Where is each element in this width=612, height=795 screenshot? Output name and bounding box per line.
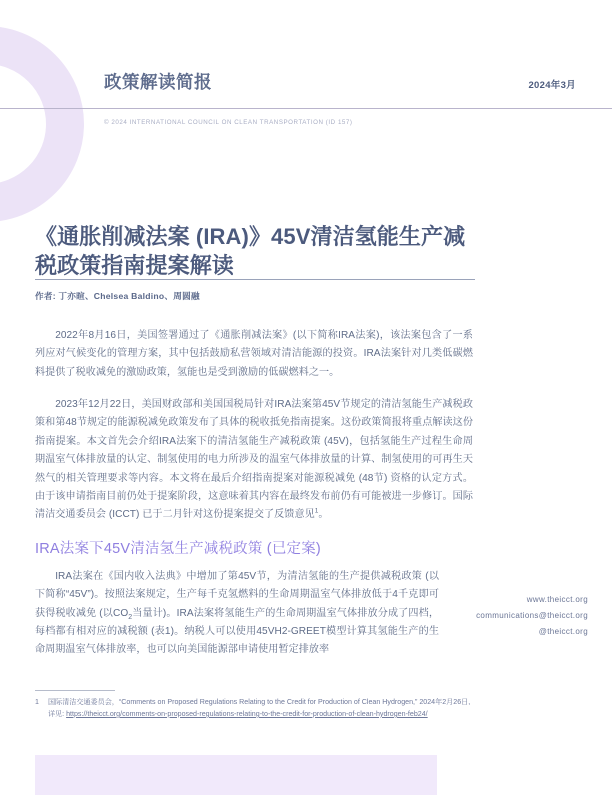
paragraph-2-text: 2023年12月22日，美国财政部和美国国税局针对IRA法案第45V节规定的清洁氢能生产减税政策和第48节规定的能源税减免政策发布了具体的税收抵免指南提案。这份政策简报将重点解读这份指南提案。本文首先会介绍IRA法案下的清洁氢能生产减税政策 (45V)，包括氢能生产过程生命周期温室气体排放量的认定、制氢使用的电力所涉及的温室气体排放量的计算、制氢使用的可再生天然气的相关管理要求等内容。本文将在最后介绍指南提案对能源税减免 (48节) 资格的认定方式。由于该申请指南目前仍处于提案阶段，这意味着其内容在最终发布前仍有可能被进一步修订。国际清洁交通委员会 (ICCT) 已于二月针对这份提案提交了反馈意见: [35, 399, 473, 521]
paragraph-3-part2: 当量计)。IRA法案将氢能生产的生命周期温室气体排放分成了四档，每档都有相对应的减税额 (表1)。纳税人可以使用45VH2-GREET模型计算其氢能生产的生命周期温室气体排放率，也可以向美国能源部申请使用暂定排放率: [35, 607, 439, 656]
paragraph-3-part1: IRA法案在《国内收入法典》中增加了第45V节，为清洁氢能的生产提供减税政策 (以下简称“45V”)。按照法案规定，生产每千克氢燃料的生命周期温室气体排放低于4千克即可获得税收减免 (以CO: [35, 570, 439, 619]
title-divider: [35, 279, 475, 280]
contact-block: [418, 592, 588, 640]
footnote-number: 1: [35, 698, 39, 706]
header-divider: [0, 108, 612, 109]
footnote-citation: 国际清洁交通委员会，“Comments on Proposed Regulations Relating to the Credit for Production of Clean Hydrogen,” 2024年2月26日, 详见:: [47, 698, 471, 718]
contact-website[interactable]: www.theicct.org: [526, 595, 588, 604]
section-heading-45v: IRA法案下45V清洁氢生产减税政策 (已定案): [35, 540, 321, 557]
co2-subscript: 2: [128, 613, 133, 621]
author-line: 作者: 丁亦暄、Chelsea Baldino、周圆融: [35, 291, 200, 301]
page-header: [104, 72, 576, 93]
footnote-divider: [35, 690, 115, 691]
paragraph-2-terminator: 。: [318, 509, 329, 521]
footnote-text: [48, 697, 475, 721]
copyright-notice: © 2024 INTERNATIONAL COUNCIL ON CLEAN TRANSPORTATION (ID 157): [104, 119, 353, 126]
paragraph-1: 2022年8月16日，美国签署通过了《通胀削减法案》(以下简称IRA法案)，该法案包含了一系列应对气候变化的管理方案，其中包括鼓励私营领域对清洁能源的投资。IRA法案针对几类低碳燃料提供了税收减免的激励政策，氢能也是受到激励的低碳燃料之一。: [35, 330, 473, 378]
footnote-marker-1[interactable]: 1: [314, 507, 319, 515]
header-date: 2024年3月: [528, 80, 576, 91]
paragraph-2: [35, 396, 473, 525]
footnote-url-link[interactable]: https://theicct.org/comments-on-proposed-regulations-relating-to-the-credit-for-production-of-clean-hydrogen-feb24/: [66, 709, 428, 718]
contact-social-handle[interactable]: @theicct.org: [538, 627, 588, 636]
paragraph-3: [35, 568, 439, 660]
header-title: 政策解读简报: [104, 72, 212, 92]
contact-email[interactable]: communications@theicct.org: [476, 611, 588, 620]
footnote-1: [35, 697, 475, 721]
body-column: [35, 327, 473, 674]
page-title: 《通胀削减法案 (IRA)》45V清洁氢能生产减税政策指南提案解读: [35, 223, 466, 279]
